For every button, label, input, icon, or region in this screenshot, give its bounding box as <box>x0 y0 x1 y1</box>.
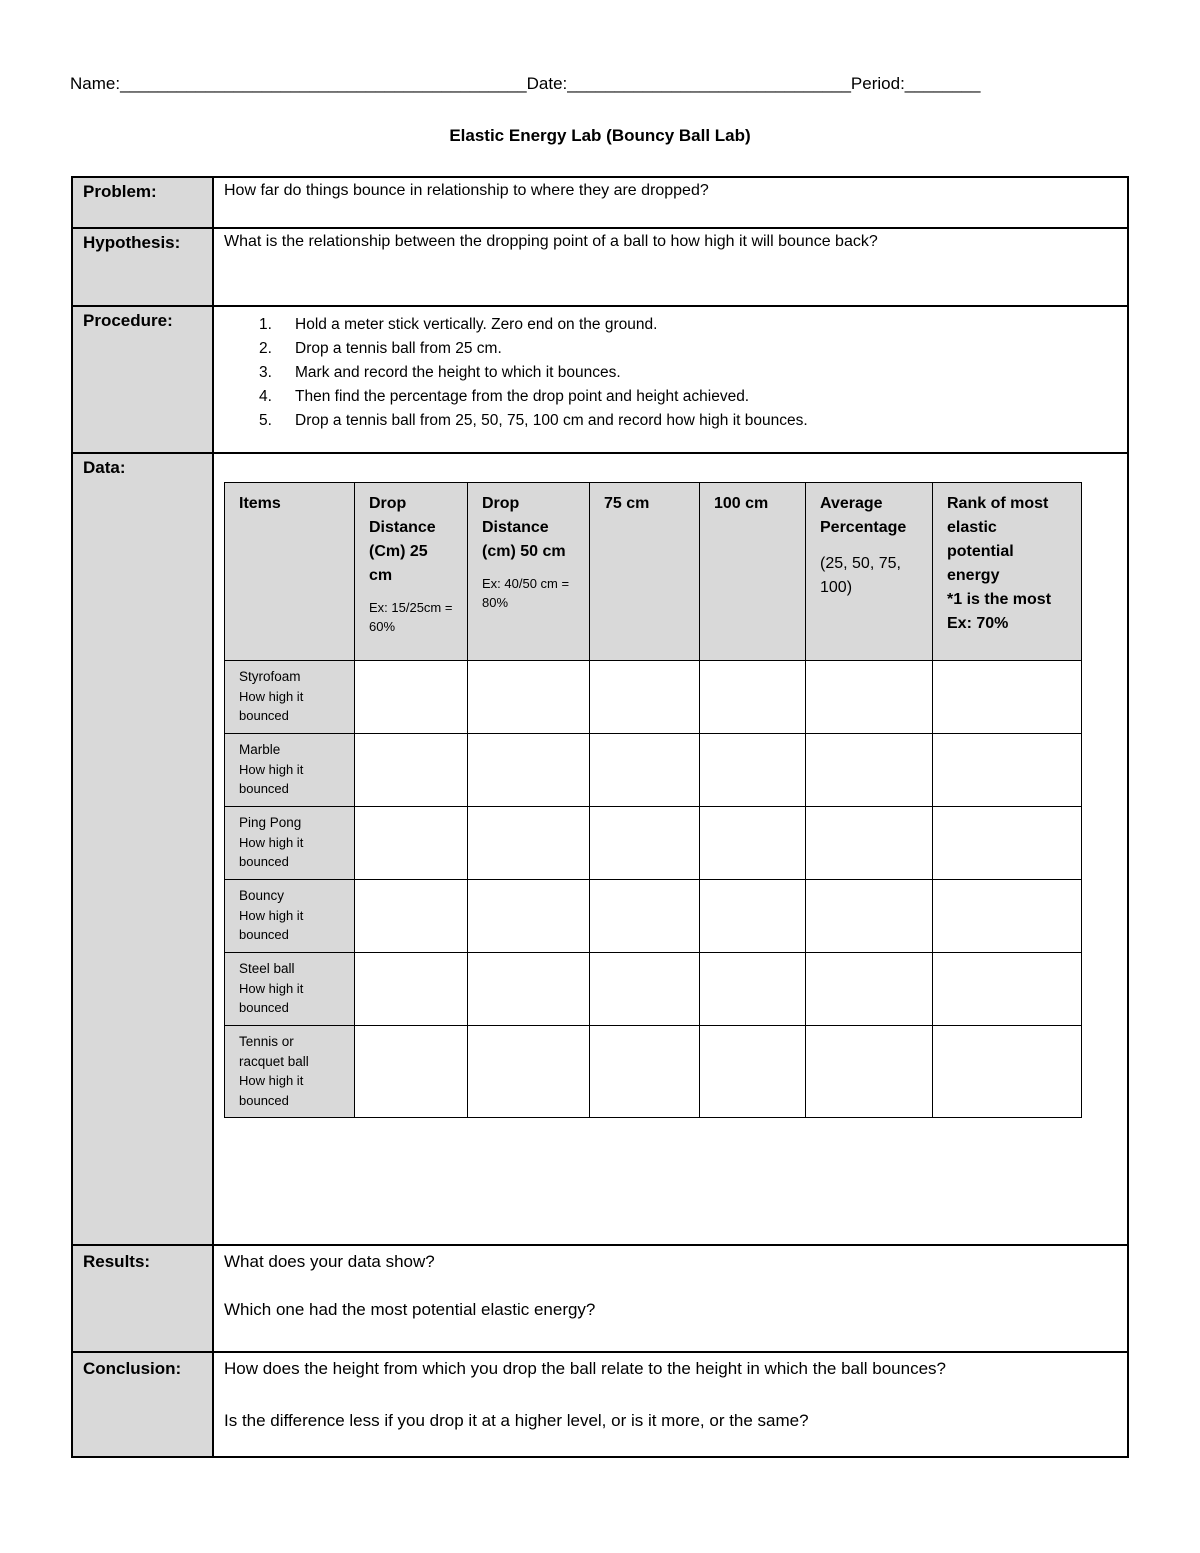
data-cell[interactable] <box>355 734 468 807</box>
procedure-content <box>213 306 1128 453</box>
column-header: Average Percentage (25, 50, 75, 100) <box>806 483 933 661</box>
data-cell[interactable] <box>468 661 590 734</box>
column-header: Items <box>225 483 355 661</box>
column-header: Drop Distance (Cm) 25 cm Ex: 15/25cm = 60% <box>355 483 468 661</box>
results-question-2: Which one had the most potential elastic energy? <box>224 1300 596 1319</box>
lab-table <box>71 176 1129 1458</box>
table-row <box>225 1026 1082 1118</box>
row-label: Bouncy How high it bounced <box>225 880 355 953</box>
data-cell[interactable] <box>806 880 933 953</box>
table-row <box>225 661 1082 734</box>
data-cell[interactable] <box>355 953 468 1026</box>
procedure-step: 1. Hold a meter stick vertically. Zero end on the ground. <box>259 316 658 333</box>
data-cell[interactable] <box>590 953 700 1026</box>
procedure-label: Procedure: <box>72 306 213 453</box>
conclusion-content <box>213 1352 1128 1457</box>
data-cell[interactable] <box>355 807 468 880</box>
data-cell[interactable] <box>806 953 933 1026</box>
data-cell[interactable] <box>933 953 1082 1026</box>
data-label: Data: <box>72 453 213 1245</box>
results-question-1: What does your data show? <box>224 1252 435 1271</box>
row-label: Steel ball How high it bounced <box>225 953 355 1026</box>
data-cell[interactable] <box>468 734 590 807</box>
date-label: Date: <box>526 74 568 93</box>
data-cell[interactable] <box>806 807 933 880</box>
column-header: 100 cm <box>700 483 806 661</box>
name-field[interactable]: ___________________________________________ <box>120 74 527 93</box>
hypothesis-label: Hypothesis: <box>72 228 213 306</box>
data-cell[interactable] <box>806 661 933 734</box>
data-content <box>213 453 1128 1245</box>
problem-text: How far do things bounce in relationship to where they are dropped? <box>213 177 1128 228</box>
conclusion-question-2: Is the difference less if you drop it at a higher level, or is it more, or the same? <box>224 1411 809 1430</box>
data-cell[interactable] <box>933 807 1082 880</box>
data-cell[interactable] <box>700 661 806 734</box>
data-cell[interactable] <box>590 1026 700 1118</box>
data-cell[interactable] <box>806 734 933 807</box>
period-field[interactable]: ________ <box>904 74 981 93</box>
conclusion-question-1: How does the height from which you drop the ball relate to the height in which the ball bounces? <box>224 1359 947 1378</box>
date-field[interactable]: ______________________________ <box>567 74 851 93</box>
data-cell[interactable] <box>590 734 700 807</box>
data-cell[interactable] <box>468 880 590 953</box>
data-cell[interactable] <box>590 880 700 953</box>
data-cell[interactable] <box>590 661 700 734</box>
data-cell[interactable] <box>933 1026 1082 1118</box>
data-cell[interactable] <box>355 880 468 953</box>
page-title: Elastic Energy Lab (Bouncy Ball Lab) <box>449 126 751 145</box>
data-cell[interactable] <box>933 734 1082 807</box>
column-header: Rank of most elastic potential energy *1 is the most Ex: 70% <box>933 483 1082 661</box>
table-row <box>225 953 1082 1026</box>
column-header: Drop Distance (cm) 50 cm Ex: 40/50 cm = 80% <box>468 483 590 661</box>
data-cell[interactable] <box>700 880 806 953</box>
data-cell[interactable] <box>806 1026 933 1118</box>
data-table <box>224 482 1082 1118</box>
data-cell[interactable] <box>933 880 1082 953</box>
data-cell[interactable] <box>468 1026 590 1118</box>
data-cell[interactable] <box>355 1026 468 1118</box>
table-row <box>225 880 1082 953</box>
procedure-step: 3. Mark and record the height to which it bounces. <box>259 364 621 381</box>
data-cell[interactable] <box>700 953 806 1026</box>
row-label: Marble How high it bounced <box>225 734 355 807</box>
data-cell[interactable] <box>700 1026 806 1118</box>
procedure-step: 5. Drop a tennis ball from 25, 50, 75, 100 cm and record how high it bounces. <box>259 412 808 429</box>
data-cell[interactable] <box>468 953 590 1026</box>
results-label: Results: <box>72 1245 213 1352</box>
data-cell[interactable] <box>700 734 806 807</box>
table-row <box>225 734 1082 807</box>
row-label: Ping Pong How high it bounced <box>225 807 355 880</box>
column-header: 75 cm <box>590 483 700 661</box>
row-label: Styrofoam How high it bounced <box>225 661 355 734</box>
procedure-list <box>224 313 1127 433</box>
data-cell[interactable] <box>590 807 700 880</box>
procedure-step: 4. Then find the percentage from the drop point and height achieved. <box>259 388 750 405</box>
data-cell[interactable] <box>933 661 1082 734</box>
period-label: Period: <box>850 74 905 93</box>
hypothesis-text: What is the relationship between the dropping point of a ball to how high it will bounce back? <box>213 228 1128 306</box>
problem-label: Problem: <box>72 177 213 228</box>
data-cell[interactable] <box>355 661 468 734</box>
table-row <box>225 807 1082 880</box>
conclusion-label: Conclusion: <box>72 1352 213 1457</box>
row-label: Tennis or racquet ball How high it bounced <box>225 1026 355 1118</box>
header-line <box>70 74 1130 94</box>
results-content <box>213 1245 1128 1352</box>
name-label: Name: <box>70 74 121 93</box>
data-cell[interactable] <box>700 807 806 880</box>
data-cell[interactable] <box>468 807 590 880</box>
procedure-step: 2. Drop a tennis ball from 25 cm. <box>259 340 502 357</box>
